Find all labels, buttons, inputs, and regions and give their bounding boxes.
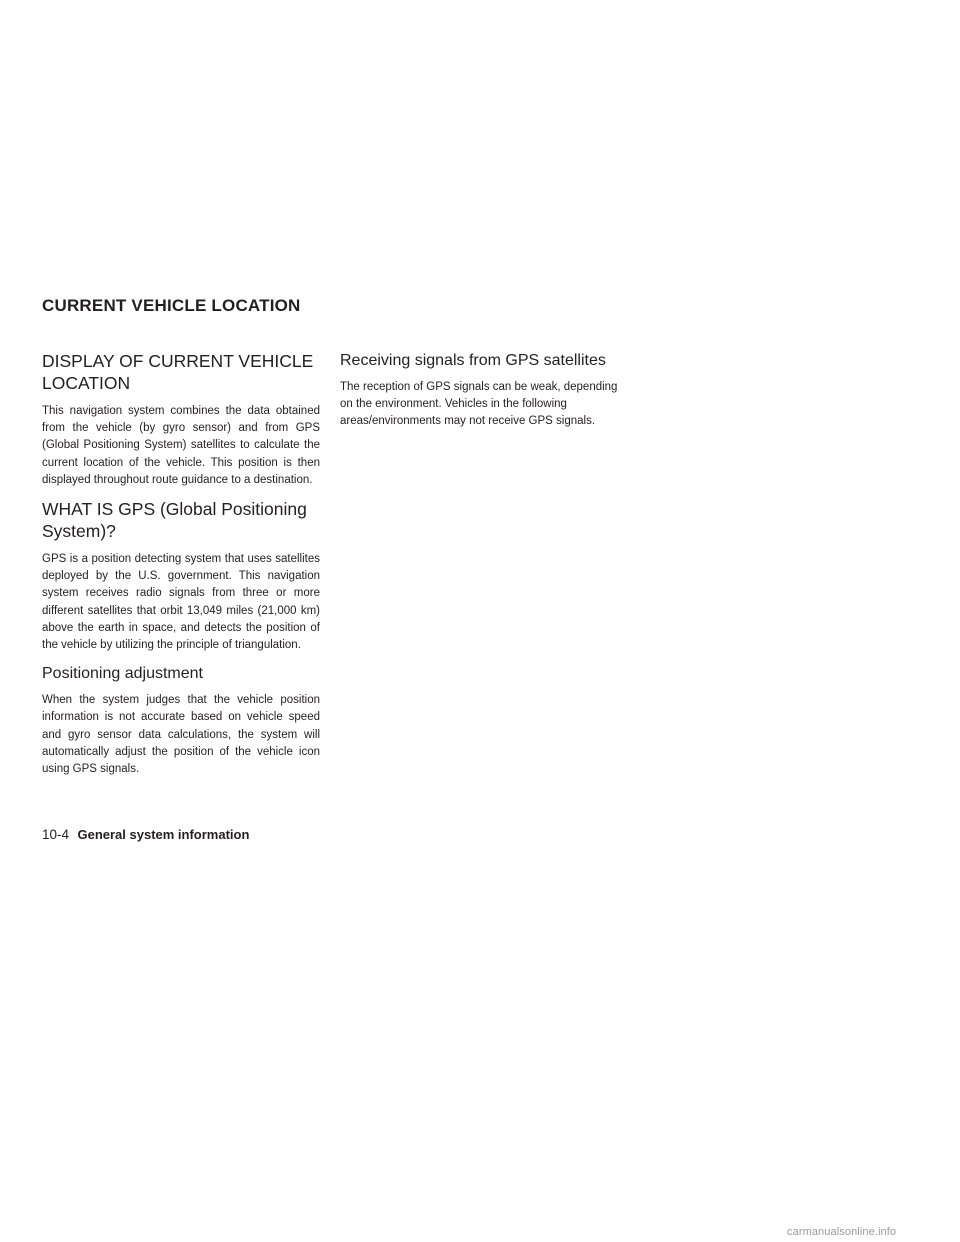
watermark: carmanualsonline.info (787, 1226, 897, 1238)
section-title: CURRENT VEHICLE LOCATION (42, 296, 301, 315)
page-footer (42, 826, 249, 844)
gps-heading: WHAT IS GPS (Global Positioning System)? (42, 499, 307, 542)
receiving-heading: Receiving signals from GPS satellites (340, 352, 606, 369)
chapter-title: General system information (77, 827, 250, 842)
gps-paragraph: GPS is a position detecting system that uses satellites deployed by the U.S. government. This navigation system receives radio signals from three or more different satellites that orbit 13,049 miles (21,000 km) above the earth in space, and detects the position of the vehicle by utilizing the principle of triangulation. (42, 553, 320, 652)
receiving-paragraph: The reception of GPS signals can be weak, depending on the environment. Vehicles in the following areas/environments may not receive GPS signals. (340, 381, 618, 428)
right-column (340, 350, 618, 440)
page-number: 10-4 (42, 827, 70, 842)
display-heading: DISPLAY OF CURRENT VEHICLE LOCATION (42, 351, 314, 393)
display-paragraph: This navigation system combines the data obtained from the vehicle (by gyro sensor) and from GPS (Global Positioning System) satellites to calculate the current location of the vehicle. This position is then displayed throughout route guidance to a destination. (42, 405, 320, 486)
positioning-heading: Positioning adjustment (42, 665, 203, 683)
left-column (42, 350, 320, 787)
positioning-paragraph: When the system judges that the vehicle position information is not accurate based on vehicle speed and gyro sensor data calculations, the system will automatically adjust the position of the vehicle icon using GPS signals. (42, 694, 320, 776)
